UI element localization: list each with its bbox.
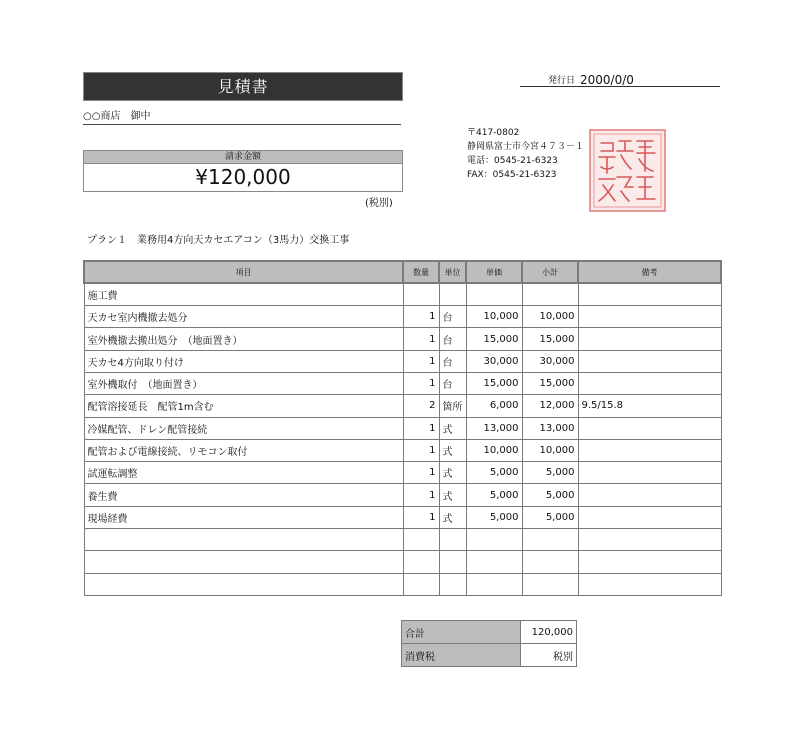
cell-subtotal <box>522 551 578 573</box>
cell-price: 30,000 <box>466 350 522 372</box>
cell-item: 天カセ室内機撤去処分 <box>84 306 403 328</box>
amount-label: 請求金額 <box>83 150 403 164</box>
cell-note: 9.5/15.8 <box>578 395 721 417</box>
cell-unit: 式 <box>439 417 466 439</box>
cell-note <box>578 306 721 328</box>
cell-qty: 1 <box>403 439 439 461</box>
cell-price: 5,000 <box>466 506 522 528</box>
document-title: 見積書 <box>83 72 403 101</box>
header-subtotal: 小計 <box>522 261 578 283</box>
table-row <box>84 328 721 350</box>
cell-subtotal: 5,000 <box>522 506 578 528</box>
customer-name: ○○商店 御中 <box>83 110 401 125</box>
table-row <box>84 551 721 573</box>
cell-unit: 式 <box>439 439 466 461</box>
company-tel: 電話：0545-21-6323 <box>467 156 558 166</box>
cell-subtotal: 5,000 <box>522 484 578 506</box>
header-item: 項目 <box>84 261 403 283</box>
cell-qty: 1 <box>403 462 439 484</box>
cell-item: 天カセ4方向取り付け <box>84 350 403 372</box>
table-row <box>84 439 721 461</box>
total-label: 合計 <box>402 621 521 644</box>
cell-price: 6,000 <box>466 395 522 417</box>
cell-subtotal <box>522 283 578 305</box>
cell-price: 5,000 <box>466 462 522 484</box>
cell-item <box>84 529 403 551</box>
cell-subtotal: 12,000 <box>522 395 578 417</box>
cell-price <box>466 529 522 551</box>
cell-price: 15,000 <box>466 328 522 350</box>
cell-qty: 1 <box>403 484 439 506</box>
table-row <box>84 306 721 328</box>
cell-price <box>466 283 522 305</box>
cell-item: 施工費 <box>84 283 403 305</box>
cell-subtotal: 15,000 <box>522 328 578 350</box>
cell-item: 室外機撤去搬出処分 （地面置き） <box>84 328 403 350</box>
cell-unit <box>439 283 466 305</box>
cell-subtotal: 5,000 <box>522 462 578 484</box>
table-row <box>84 484 721 506</box>
totals-table <box>401 620 577 667</box>
cell-unit: 台 <box>439 328 466 350</box>
cell-qty: 1 <box>403 306 439 328</box>
issue-date-value: 2000/0/0 <box>580 73 634 87</box>
table-row <box>84 395 721 417</box>
table-row <box>84 372 721 394</box>
cell-item: 養生費 <box>84 484 403 506</box>
cell-item: 冷媒配管、ドレン配管接続 <box>84 417 403 439</box>
header-unit: 単位 <box>439 261 466 283</box>
table-row <box>84 283 721 305</box>
cell-unit <box>439 551 466 573</box>
company-info <box>467 126 584 182</box>
cell-qty <box>403 573 439 595</box>
tax-label: 消費税 <box>402 644 521 667</box>
cell-note <box>578 551 721 573</box>
cell-qty: 1 <box>403 417 439 439</box>
cell-note <box>578 529 721 551</box>
cell-subtotal: 15,000 <box>522 372 578 394</box>
cell-price: 10,000 <box>466 306 522 328</box>
cell-subtotal: 10,000 <box>522 306 578 328</box>
cell-item: 配管および電線接続、リモコン取付 <box>84 439 403 461</box>
cell-price: 5,000 <box>466 484 522 506</box>
issue-date <box>520 72 720 87</box>
cell-qty: 1 <box>403 328 439 350</box>
company-fax: FAX：0545-21-6323 <box>467 170 557 180</box>
cell-price: 13,000 <box>466 417 522 439</box>
cell-note <box>578 439 721 461</box>
estimate-table <box>83 260 722 596</box>
tax-value: 税別 <box>521 644 577 667</box>
cell-unit <box>439 529 466 551</box>
cell-qty: 1 <box>403 372 439 394</box>
cell-note <box>578 283 721 305</box>
table-row <box>84 529 721 551</box>
cell-qty: 2 <box>403 395 439 417</box>
table-row <box>84 350 721 372</box>
company-address: 静岡県富士市今宮４７３－１ <box>467 142 585 152</box>
table-header-row <box>84 261 721 283</box>
cell-note <box>578 462 721 484</box>
table-row <box>84 573 721 595</box>
cell-qty <box>403 283 439 305</box>
table-row <box>84 417 721 439</box>
cell-item <box>84 573 403 595</box>
cell-item: 配管溶接延長 配管1m含む <box>84 395 403 417</box>
cell-qty <box>403 529 439 551</box>
cell-note <box>578 328 721 350</box>
cell-unit: 式 <box>439 506 466 528</box>
cell-note <box>578 350 721 372</box>
cell-price: 15,000 <box>466 372 522 394</box>
tax-note: (税別) <box>365 198 393 209</box>
cell-unit: 箇所 <box>439 395 466 417</box>
cell-subtotal <box>522 529 578 551</box>
company-zip: 〒417-0802 <box>467 128 520 138</box>
cell-price <box>466 551 522 573</box>
cell-unit: 台 <box>439 306 466 328</box>
cell-note <box>578 506 721 528</box>
cell-qty: 1 <box>403 350 439 372</box>
cell-note <box>578 372 721 394</box>
header-price: 単価 <box>466 261 522 283</box>
cell-price: 10,000 <box>466 439 522 461</box>
cell-qty <box>403 551 439 573</box>
cell-item <box>84 551 403 573</box>
cell-qty: 1 <box>403 506 439 528</box>
cell-unit: 式 <box>439 484 466 506</box>
cell-subtotal <box>522 573 578 595</box>
header-qty: 数量 <box>403 261 439 283</box>
cell-item: 室外機取付 （地面置き） <box>84 372 403 394</box>
table-row <box>84 462 721 484</box>
cell-subtotal: 13,000 <box>522 417 578 439</box>
cell-item: 試運転調整 <box>84 462 403 484</box>
cell-item: 現場経費 <box>84 506 403 528</box>
header-note: 備考 <box>578 261 721 283</box>
plan-title: プラン１ 業務用4方向天カセエアコン（3馬力）交換工事 <box>87 235 350 246</box>
tax-row <box>402 644 577 667</box>
amount-value: ¥120,000 <box>83 163 403 192</box>
cell-note <box>578 484 721 506</box>
cell-subtotal: 10,000 <box>522 439 578 461</box>
cell-note <box>578 417 721 439</box>
cell-unit: 台 <box>439 372 466 394</box>
cell-price <box>466 573 522 595</box>
table-row <box>84 506 721 528</box>
cell-note <box>578 573 721 595</box>
cell-unit <box>439 573 466 595</box>
company-seal-stamp <box>589 129 666 212</box>
issue-date-label: 発行日 <box>548 76 576 86</box>
cell-unit: 台 <box>439 350 466 372</box>
total-value: 120,000 <box>521 621 577 644</box>
total-row <box>402 621 577 644</box>
cell-subtotal: 30,000 <box>522 350 578 372</box>
cell-unit: 式 <box>439 462 466 484</box>
